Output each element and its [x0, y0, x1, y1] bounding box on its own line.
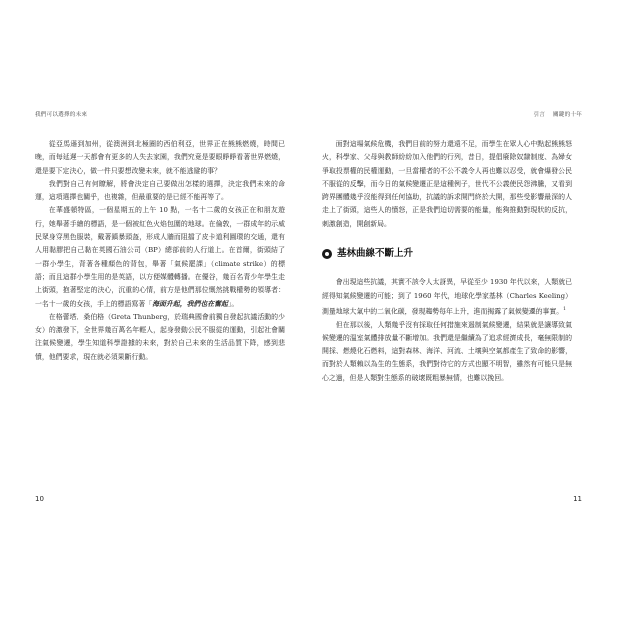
running-head-chapter-title: 關鍵的十年 — [553, 112, 582, 118]
paragraph: 面對這場氣候危機，我們目前的努力還遠不足，而學生在眾人心中點起熊熊怒火，科學家、父母與教師紛紛加入他們的行列，昔日，提倡廢除奴隸制度、為婦女爭取投票權的民權運動，一旦當權者的不公不義令人再也難以忍受，就會爆發公民不服從的反擊，而今日的氣候變遷正是這種例子，世代不公義使民怨沸騰，又看到跨界團體幾乎沒能得到任何協助，抗議的訴求開門終於大開，那些受影響最深的人走上了街頭，這些人的憤怒，正是我們迫切需要的能量，能夠推動對現狀的反抗，刺激創造，開創新局。 — [322, 140, 572, 228]
page-number-right: 11 — [573, 495, 582, 503]
paragraph — [35, 204, 285, 310]
paragraph: 但在那以後，人類幾乎沒有採取任何措施來遏制氣候變遷，結果就是讓導致氣候變遷的溫室氣體排放量不斷增加。我們還是繼續為了追求經濟成長，毫無限制的開採、燃燒化石燃料，這對森林、海洋、河流、土壤與空氣都產生了致命的影響，而對於人類賴以為生的生態系，我們對待它的方式也顯不明智，雖然有可能只是無心之過，但是人類對生態系的破壞既粗暴無情，也難以挽回。 — [322, 320, 572, 382]
page-number-left: 10 — [35, 495, 44, 503]
paragraph-text: 會出現這些抗議，其實不該令人太訝異，早從至少 1930 年代以來，人類就已經得知氣候變遷的可能；到了 1960 年代，地球化學家基林（Charles Keeling）測量地球大氣中的二氧化碳，發現趨勢每年上升，進而揭露了氣候變遷的事實。 — [322, 278, 572, 316]
section-bullet-icon — [322, 249, 332, 259]
left-page — [35, 110, 295, 505]
running-head-book-title: 我們可以選擇的未來 — [35, 112, 88, 118]
paragraph: 在格蕾塔．桑伯格（Greta Thunberg，於瑞典國會前獨自發起抗議活動的少女）的激發下，全世界幾百萬名年輕人，起身發動公民不服從的運動，引起社會關注氣候變遷，學生知道科學證據的未來，對於自己未來的生活品質下降，感到悲憤，他們要求，現在就必須果斷行動。 — [35, 312, 285, 361]
footnote-marker: 1 — [563, 306, 567, 312]
paragraph — [322, 276, 572, 318]
section-heading-text: 基林曲線不斷上升 — [337, 248, 414, 260]
paragraph: 從亞馬遜到加州，從澳洲到北極圈的西伯利亞，世界正在熊熊燃燒，時間已晚，而每延遲一天都會有更多的人失去家園，我們究竟是要眼睜睜看著世界燃燒，還是要下定決心，做一件只要想改變未來，就不能逃避的事？ — [35, 140, 285, 175]
paragraph-text: 」。 — [227, 299, 239, 308]
paragraph-text: 在華盛頓特區，一個星期五的上午 10 點，一名十二歲的女孩正在和朋友遊行，她舉著手繪的標語，是一個被紅色火焰包圍的地球。在倫敦，一群成年的示威民眾身穿黑色服裝，戴著鎮暴頭盔，形成人牆而阻擋了皮卡道利圓環的交通，還有人用黏膠把自己黏在英國石油公司（BP）總部前的人行道上。在首爾，街頭結了一群小學生，背著各種顏色的背包，舉著「氣候罷課」（climate strike）的標語；而且這群小學生用的是英語，以方便媒體轉播。在優谷，幾百名青少年學生走上街頭，抱著堅定的決心，沉重的心情，前方是他們那位慨然挑戰權勢的領導者：一名十一歲的女孩，手上的標語寫著「 — [35, 206, 285, 308]
section-heading — [322, 247, 572, 260]
running-head-chapter-label: 引言 — [533, 112, 546, 118]
right-page — [322, 110, 582, 505]
running-head-chapter — [533, 110, 582, 118]
left-body-text — [35, 138, 285, 364]
emphasized-slogan: 海面升起，我們也在奮起 — [152, 299, 228, 308]
paragraph: 我們對自己有何瞭解，將會決定自己要做出怎樣的選擇，決定我們未來的命運，這項選擇也關乎，也複雜，但最重要的是已經不能再等了。 — [35, 179, 285, 202]
right-body-text — [322, 138, 572, 385]
